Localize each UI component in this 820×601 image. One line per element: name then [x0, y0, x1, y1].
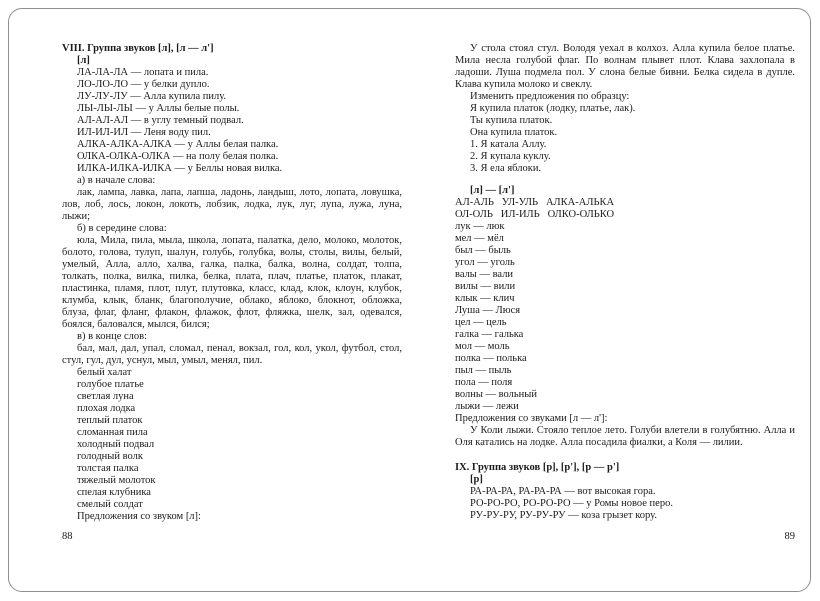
words-medial-position: юла, Мила, пила, мыла, школа, лопата, палатка, дело, молоко, молоток, болото, голова, тулуп, шалун, голубь, голубка, волы, столы, вилы, белый, умелый, Алла, алло, халва, галка, палка, балка, волна, солдат, толпа, толкать, полка, вилка, пилка, белка, плата, плач, платье, платок, плакат, пластинка, пламя, плот, плут, плутовка, класс, клад, клок, клоун, клубок, клумба, клык, бланк, благополучие, облако, яблоко, блокнот, обложка, блуза, флаг, фланг, флакон, флажок, флот, фляжка, шелк, зал, одевался, боялся, баловался, мылся, бился; — [62, 235, 402, 330]
word-pair-item: был — быль — [455, 245, 511, 256]
phrase-list — [62, 367, 402, 511]
syllable-pair-row: АЛ-АЛЬ УЛ-УЛЬ АЛКА-АЛЬКА — [455, 197, 615, 208]
word-pair-item: лыжи — лежи — [455, 401, 519, 412]
transform-exercise-line: Я купила платок (лодку, платье, лак). — [470, 103, 636, 114]
page-number-right: 89 — [784, 531, 795, 542]
phrase-item: плохая лодка — [77, 403, 136, 414]
transform-exercise-label: Изменить предложения по образцу: — [470, 91, 630, 102]
word-pair-item: пыл — пыль — [455, 365, 512, 376]
word-pair-item: галка — галька — [455, 329, 524, 340]
words-final-position: бал, мал, дал, упал, сломал, пенал, вокзал, гол, кол, укол, футбол, стол, стул, гул, дул, уснул, мыл, умыл, менял, пил. — [62, 343, 402, 366]
word-pair-item: Луша — Люся — [455, 305, 521, 316]
phrase-item: толстая палка — [77, 463, 139, 474]
syllable-pair-row: ОЛ-ОЛЬ ИЛ-ИЛЬ ОЛКО-ОЛЬКО — [455, 209, 615, 220]
phrase-item: сломанная пила — [77, 427, 148, 438]
intro-sentences-paragraph: У стола стоял стул. Володя уехал в колхоз. Алла купила белое платье. Мила несла голубой флаг. По волнам плывет плот. Клава захлопала в ладоши. Луша подмела пол. У слона белые бивни. Белка сидела в дупле. Клава купила молоко и свеклу. — [455, 43, 795, 90]
syllable-drill-line: ЛА-ЛА-ЛА — лопата и пила. — [77, 67, 209, 78]
r-syllable-drill-line: РО-РО-РО, РО-РО-РО — у Ромы новое перо. — [470, 498, 673, 509]
phrase-item: голубое платье — [77, 379, 144, 390]
transform-exercise-line: 1. Я катала Аллу. — [470, 139, 547, 150]
section-viii-heading: VIII. Группа звуков [л], [л — л'] — [62, 43, 214, 54]
phrase-item: светлая луна — [77, 391, 134, 402]
syllable-drill-line: АЛКА-АЛКА-АЛКА — у Аллы белая палка. — [77, 139, 279, 150]
section-gap — [455, 175, 795, 185]
word-pair-item: мол — моль — [455, 341, 510, 352]
section-gap — [455, 449, 795, 462]
r-syllable-drill-list — [455, 486, 795, 522]
syllable-drill-line: ЛЫ-ЛЫ-ЛЫ — у Аллы белые полы. — [77, 103, 240, 114]
syllable-drill-line: ЛУ-ЛУ-ЛУ — Алла купила пилу. — [77, 91, 227, 102]
r-syllable-drill-line: РУ-РУ-РУ, РУ-РУ-РУ — коза грызет кору. — [470, 510, 657, 521]
sentences-ll-paragraph: У Коли лыжи. Стояло теплое лето. Голуби влетели в голубятню. Алла и Оля катались на лодке. Алла посадила фиалки, а Коля — лилии. — [455, 425, 795, 448]
word-pair-item: волны — вольный — [455, 389, 537, 400]
sentences-l-label: Предложения со звуком [л]: — [77, 511, 201, 522]
phrase-item: голодный волк — [77, 451, 143, 462]
syllable-drill-line: ИЛКА-ИЛКА-ИЛКА — у Беллы новая вилка. — [77, 163, 283, 174]
phrase-item: тяжелый молоток — [77, 475, 156, 486]
left-page — [62, 43, 402, 523]
word-pair-list — [455, 221, 795, 413]
word-pair-item: пола — поля — [455, 377, 513, 388]
syllable-drill-line: ОЛКА-ОЛКА-ОЛКА — на полу белая полка. — [77, 151, 279, 162]
word-pair-item: цел — цель — [455, 317, 507, 328]
transform-exercise-list — [455, 103, 795, 175]
word-pair-item: полка — полька — [455, 353, 527, 364]
word-position-c-label: в) в конце слов: — [77, 331, 148, 342]
sentences-ll-label: Предложения со звуками [л — л']: — [455, 413, 608, 424]
right-page — [455, 43, 795, 522]
syllable-pair-rows — [455, 197, 795, 221]
phrase-item: смелый солдат — [77, 499, 143, 510]
phrase-item: теплый платок — [77, 415, 143, 426]
sound-pair-heading: [л] — [л'] — [470, 185, 515, 196]
transform-exercise-line: Она купила платок. — [470, 127, 558, 138]
sound-r-label: [р] — [470, 474, 483, 485]
transform-exercise-line: 3. Я ела яблоки. — [470, 163, 542, 174]
word-position-b-label: б) в середине слова: — [77, 223, 167, 234]
r-syllable-drill-line: РА-РА-РА, РА-РА-РА — вот высокая гора. — [470, 486, 656, 497]
word-pair-item: вилы — вили — [455, 281, 516, 292]
word-position-a-label: а) в начале слова: — [77, 175, 156, 186]
syllable-drill-line: ЛО-ЛО-ЛО — у белки дупло. — [77, 79, 210, 90]
syllable-drill-line: АЛ-АЛ-АЛ — в углу темный подвал. — [77, 115, 244, 126]
phrase-item: белый халат — [77, 367, 132, 378]
syllable-drill-line: ИЛ-ИЛ-ИЛ — Леня воду пил. — [77, 127, 211, 138]
phrase-item: холодный подвал — [77, 439, 155, 450]
word-pair-item: валы — вали — [455, 269, 514, 280]
section-ix-heading: IX. Группа звуков [р], [р'], [р — р'] — [455, 462, 620, 473]
syllable-drill-list — [62, 67, 402, 175]
transform-exercise-line: Ты купила платок. — [470, 115, 553, 126]
sound-l-label: [л] — [77, 55, 90, 66]
transform-exercise-line: 2. Я купала куклу. — [470, 151, 551, 162]
word-pair-item: клык — клич — [455, 293, 515, 304]
word-pair-item: мел — мёл — [455, 233, 504, 244]
word-pair-item: лук — люк — [455, 221, 505, 232]
phrase-item: спелая клубника — [77, 487, 151, 498]
word-pair-item: угол — уголь — [455, 257, 515, 268]
page-number-left: 88 — [62, 531, 73, 542]
words-initial-position: лак, лампа, лавка, лапа, лапша, ладонь, ландыш, лото, лопата, ловушка, лов, лоб, лось, локон, локоть, лобзик, лодка, лук, луг, лупа, лужа, луна, лыжи; — [62, 187, 402, 222]
